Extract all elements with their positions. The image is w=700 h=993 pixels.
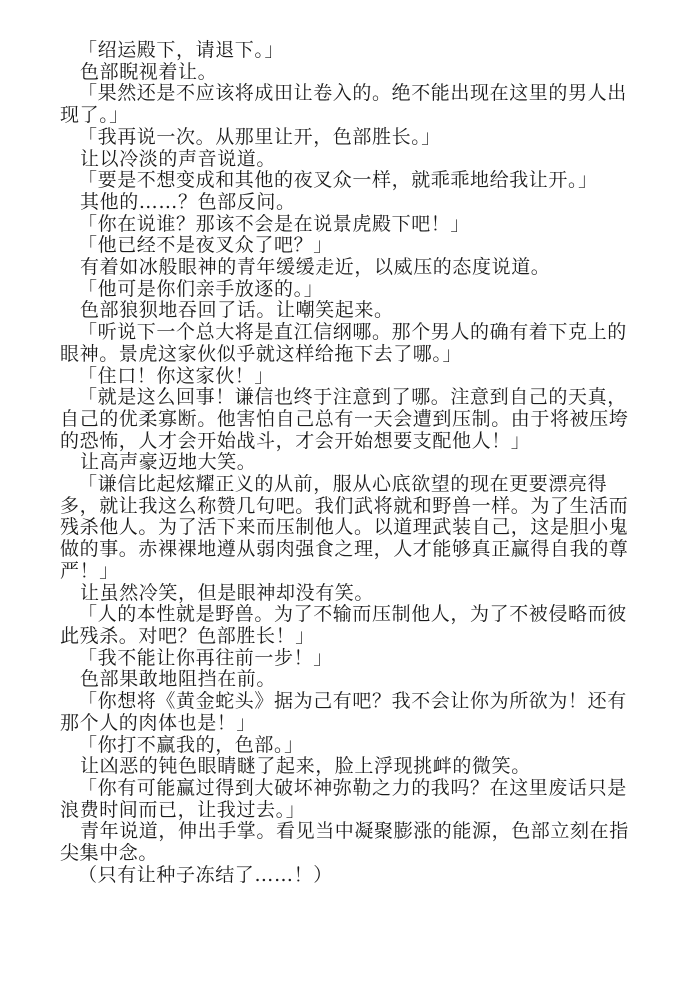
paragraph-narration: 青年说道，伸出手掌。看见当中凝聚膨涨的能源，色部立刻在指尖集中念。 — [60, 820, 629, 865]
paragraph-narration: 色部果敢地阻挡在前。 — [80, 668, 277, 691]
paragraph-narration: 让高声豪迈地大笑。 — [80, 451, 257, 474]
paragraph-dialogue: 「要是不想变成和其他的夜叉众一样，就乖乖地给我让开。」 — [78, 169, 598, 192]
paragraph-dialogue: 「住口！你这家伙！」 — [78, 364, 275, 387]
paragraph-narration: 有着如冰般眼神的青年缓缓走近，以威压的态度说道。 — [80, 256, 551, 279]
paragraph-dialogue: 「我再说一次。从那里让开，色部胜长。」 — [78, 125, 441, 148]
paragraph-dialogue: 「我不能让你再往前一步！」 — [78, 646, 333, 669]
paragraph-dialogue: 「你想将《黄金蛇头》据为己有吧？我不会让你为所欲为！还有那个人的肉体也是！」 — [60, 690, 627, 734]
paragraph-dialogue: 「你打不赢我的，色部。」 — [78, 733, 304, 756]
paragraph-narration: 其他的……？色部反问。 — [80, 190, 296, 213]
paragraph-thought: （只有让种子冻结了……！） — [78, 863, 333, 886]
paragraph-narration: 色部睨视着让。 — [80, 60, 218, 83]
paragraph-dialogue: 「人的本性就是野兽。为了不输而压制他人，为了不被侵略而彼此残杀。对吧？色部胜长！」 — [60, 603, 627, 647]
paragraph-narration: 让虽然冷笑，但是眼神却没有笑。 — [80, 581, 375, 604]
paragraph-dialogue: 「你在说谁？那该不会是在说景虎殿下吧！」 — [78, 212, 471, 235]
document-page — [60, 40, 630, 886]
paragraph-dialogue: 「你有可能赢过得到大破坏神弥勒之力的我吗？在这里废话只是浪费时间而已，让我过去。」 — [60, 776, 627, 821]
paragraph-dialogue: 「谦信比起炫耀正义的从前，服从心底欲望的现在更要漂亮得多，就让我这么称赞几句吧。我们武将就和野兽一样。为了生活而残杀他人。为了活下来而压制他人。以道理武装自己，这是胆小鬼做的事。赤裸裸地遵从弱肉强食之理，人才能够真正赢得自我的尊严！」 — [60, 473, 629, 582]
paragraph-narration: 色部狼狈地吞回了话。让嘲笑起来。 — [80, 299, 394, 322]
paragraph-dialogue: 「他已经不是夜叉众了吧？」 — [78, 234, 333, 257]
paragraph-dialogue: 「果然还是不应该将成田让卷入的。绝不能出现在这里的男人出现了。」 — [60, 82, 627, 127]
paragraph-dialogue: 「绍运殿下，请退下。」 — [78, 39, 285, 61]
paragraph-dialogue: 「听说下一个总大将是直江信纲哪。那个男人的确有着下克上的眼神。景虎这家伙似乎就这样给拖下去了哪。」 — [60, 321, 627, 365]
paragraph-narration: 让凶恶的钝色眼睛瞇了起来，脸上浮现挑衅的微笑。 — [80, 755, 531, 778]
paragraph-narration: 让以冷淡的声音说道。 — [80, 147, 277, 170]
paragraph-dialogue: 「他可是你们亲手放逐的。」 — [78, 277, 324, 300]
paragraph-dialogue: 「就是这么回事！谦信也终于注意到了哪。注意到自己的天真，自己的优柔寡断。他害怕自己总有一天会遭到压制。由于将被压垮的恐怖，人才会开始战斗，才会开始想要支配他人！」 — [60, 386, 629, 452]
